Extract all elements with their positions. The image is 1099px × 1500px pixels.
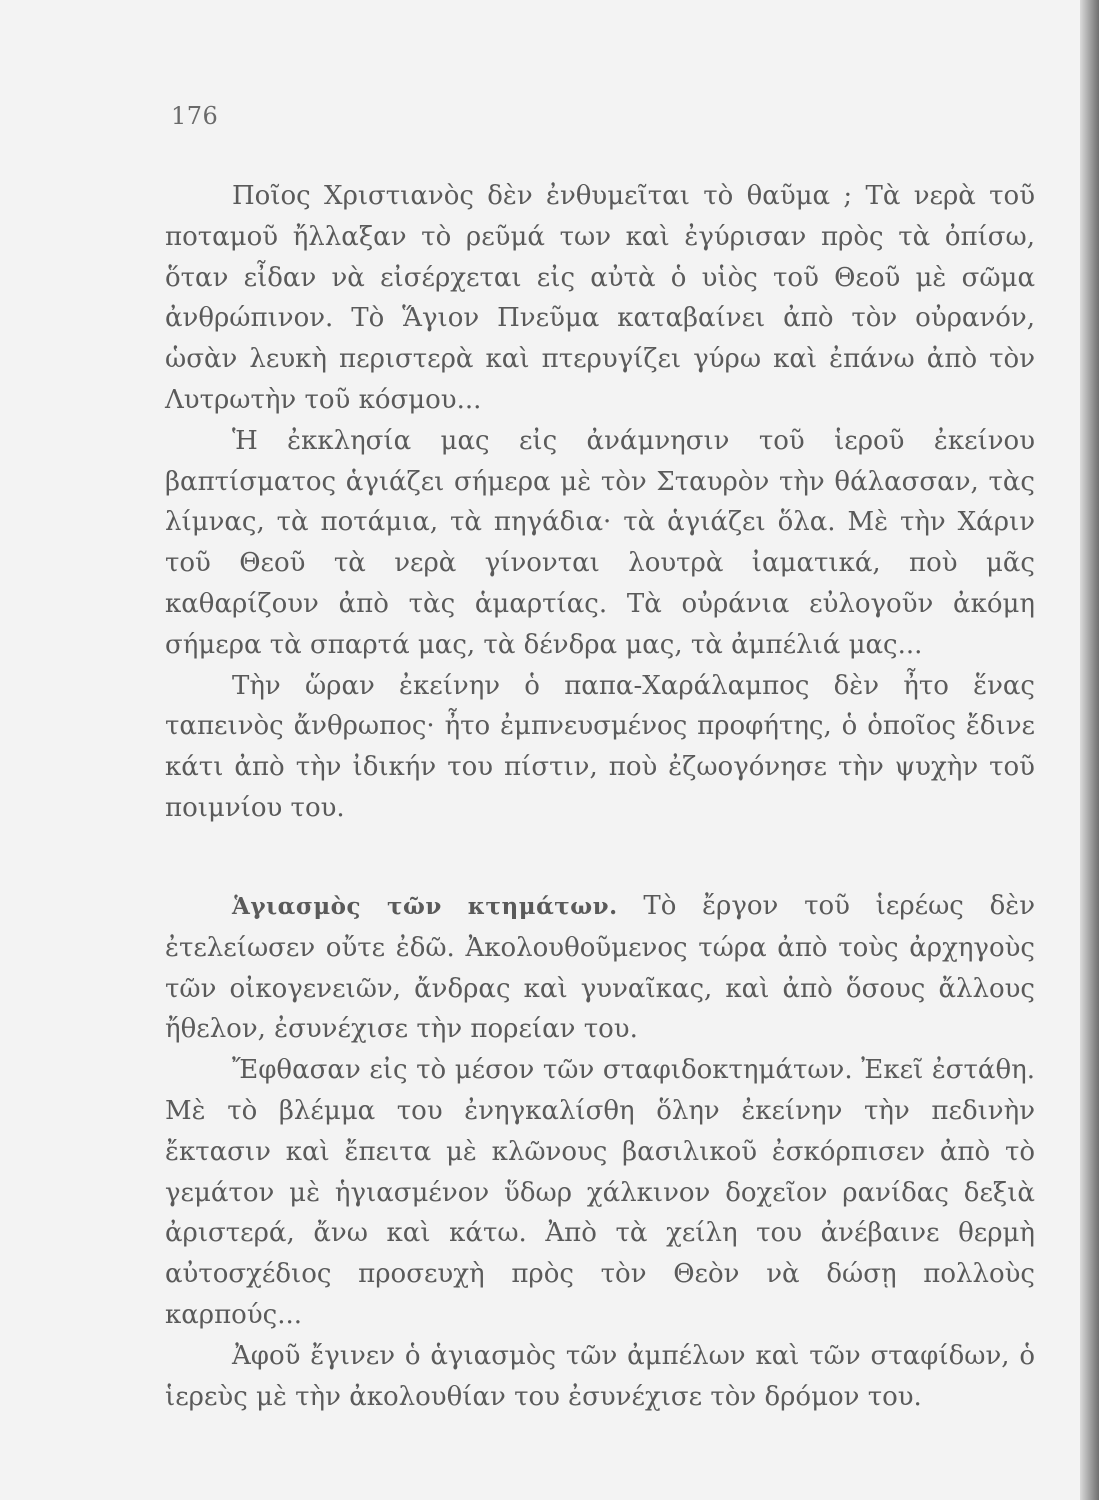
paragraph-1: Ποῖος Χριστιανὸς δὲν ἐνθυμεῖται τὸ θαῦμα ; Τὰ νερὰ τοῦ ποταμοῦ ἤλλαξαν τὸ ρεῦμά των καὶ ἐγύρισαν πρὸς τὰ ὀπίσω, ὅταν εἶδαν νὰ εἰσέρχεται εἰς αὐτὰ ὁ υἱὸς τοῦ Θεοῦ μὲ σῶμα ἀνθρώπινον. Τὸ Ἅγιον Πνεῦμα καταβαίνει ἀπὸ τὸν οὐρανόν, ὡσὰν λευκὴ περιστερὰ καὶ πτερυγίζει γύρω καὶ ἐπάνω ἀπὸ τὸν Λυτρωτὴν τοῦ κόσμου... xyxy=(165,181,1035,415)
heading-paragraph-text: Τὸ ἔργον τοῦ ἱερέως δὲν ἐτελείωσεν οὔτε ἐδῶ. Ἀκολουθοῦμενος τώρα ἀπὸ τοὺς ἀρχηγοὺς τῶν οἰκογενειῶν, ἄνδρας καὶ γυναῖκας, καὶ ἀπὸ ὅσους ἄλλους ἤθελον, ἐσυνέχισε τὴν πορείαν του. xyxy=(165,891,1036,1045)
section-heading: Ἁγιασμὸς τῶν κτημάτων. xyxy=(232,893,618,920)
paragraph-5: Ἔφθασαν εἰς τὸ μέσον τῶν σταφιδοκτημάτων. Ἐκεῖ ἐστάθη. Μὲ τὸ βλέμμα του ἐνηγκαλίσθη ὅλην ἐκείνην τὴν πεδινὴν ἔκτασιν καὶ ἔπειτα μὲ κλῶνους βασιλικοῦ ἐσκόρπισεν ἀπὸ τὸ γεμάτον μὲ ἡγιασμένον ὕδωρ χάλκινον δοχεῖον ρανίδας δεξιὰ ἀριστερά, ἄνω καὶ κάτω. Ἀπὸ τὰ χείλη του ἀνέβαινε θερμὴ αὐτοσχέδιος προσευχὴ πρὸς τὸν Θεὸν νὰ δώσῃ πολλοὺς καρπούς... xyxy=(165,1055,1035,1330)
section-heading-paragraph xyxy=(165,886,1035,1050)
paragraph-3: Τὴν ὥραν ἐκείνην ὁ παπα-Χαράλαμπος δὲν ἦτο ἕνας ταπεινὸς ἄνθρωπος· ἦτο ἐμπνευσμένος προφήτης, ὁ ὁποῖος ἔδινε κάτι ἀπὸ τὴν ἰδικήν του πίστιν, ποὺ ἐζωογόνησε τὴν ψυχὴν τοῦ ποιμνίου του. xyxy=(165,670,1035,823)
paragraph-6: Ἀφοῦ ἔγινεν ὁ ἁγιασμὸς τῶν ἀμπέλων καὶ τῶν σταφίδων, ὁ ἱερεὺς μὲ τὴν ἀκολουθίαν του ἐσυνέχισε τὸν δρόμον του. xyxy=(165,1340,1035,1412)
text-block-1 xyxy=(165,176,1035,829)
paragraph-2: Ἡ ἐκκλησία μας εἰς ἀνάμνησιν τοῦ ἱεροῦ ἐκείνου βαπτίσματος ἁγιάζει σήμερα μὲ τὸν Σταυρὸν τὴν θάλασσαν, τὰς λίμνας, τὰ ποτάμια, τὰ πηγάδια· τὰ ἁγιάζει ὅλα. Μὲ τὴν Χάριν τοῦ Θεοῦ τὰ νερὰ γίνονται λουτρὰ ἰαματικά, ποὺ μᾶς καθαρίζουν ἀπὸ τὰς ἁμαρτίας. Τὰ οὐράνια εὐλογοῦν ἀκόμη σήμερα τὰ σπαρτά μας, τὰ δένδρα μας, τὰ ἀμπέλιά μας... xyxy=(165,425,1035,660)
binding-edge-shadow xyxy=(1080,0,1099,1500)
page-number: 176 xyxy=(171,102,219,130)
text-block-2 xyxy=(165,886,1035,1417)
